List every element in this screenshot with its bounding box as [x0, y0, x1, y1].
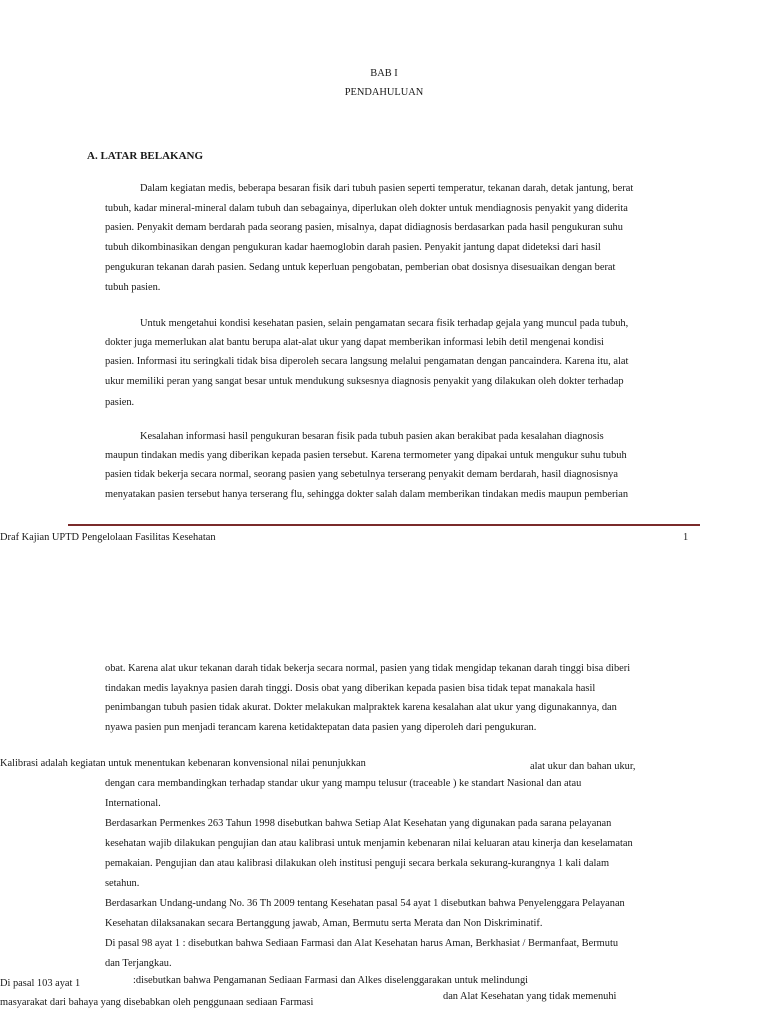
text-line: pasien tidak bekerja secara normal, seorang pasien yang sebetulnya terserang penyakit demam berdarah, hasil diagnosisnya — [105, 469, 618, 480]
text-line: Kesalahan informasi hasil pengukuran besaran fisik pada tubuh pasien akan berakibat pada kesalahan diagnosis — [140, 431, 604, 442]
text-line: maupun tindakan medis yang diberikan kepada pasien tersebut. Karena termometer yang dipakai untuk mengukur suhu tubuh — [105, 450, 627, 461]
text-line: masyarakat dari bahaya yang disebabkan oleh penggunaan sediaan Farmasi — [0, 997, 314, 1008]
text-line: tubuh dikombinasikan dengan pengukuran kadar haemoglobin darah pasien. Penyakit jantung dapat dideteksi dari hasil — [105, 242, 601, 253]
text-line: tindakan medis layaknya pasien darah tinggi. Dosis obat yang diberikan kepada pasien bisa tidak tepat manakala hasil — [105, 683, 596, 694]
text-line: pasien. — [105, 397, 135, 408]
chapter-title: PENDAHULUAN — [344, 87, 424, 98]
text-line: pasien. Informasi itu seringkali tidak bisa diperoleh secara langsung melalui pengamatan dengan pancaindera. Karena itu, alat — [105, 356, 629, 367]
text-line: :disebutkan bahwa Pengamanan Sediaan Farmasi dan Alkes diselenggarakan untuk melindungi — [133, 975, 529, 986]
text-line: Kesehatan dilaksanakan secara Bertanggung jawab, Aman, Bermutu serta Merata dan Non Diskriminatif. — [105, 918, 543, 929]
text-line: ukur memiliki peran yang sangat besar untuk mendukung suksesnya diagnosis penyakit yang dilakukan oleh dokter terhadap — [105, 376, 624, 387]
text-line: Kalibrasi adalah kegiatan untuk menentukan kebenaran konvensional nilai penunjukkan — [0, 758, 366, 769]
text-line: dan Alat Kesehatan yang tidak memenuhi — [443, 991, 617, 1002]
text-line: setahun. — [105, 878, 140, 889]
text-line: Dalam kegiatan medis, beberapa besaran fisik dari tubuh pasien seperti temperatur, tekanan darah, detak jantung, berat — [140, 183, 634, 194]
text-line: menyatakan pasien tersebut hanya terserang flu, sehingga dokter salah dalam memberikan tindakan medis maupun pemberian — [105, 489, 629, 500]
text-line: pasien. Penyakit demam berdarah pada seorang pasien, misalnya, dapat didiagnosis berdasarkan pada hasil pengukuran suhu — [105, 222, 623, 233]
text-line: nyawa pasien pun menjadi terancam karena ketidaktepatan data pasien yang diperoleh dari pengukuran. — [105, 722, 537, 733]
text-line: tubuh pasien. — [105, 282, 161, 293]
text-line: Berdasarkan Permenkes 263 Tahun 1998 disebutkan bahwa Setiap Alat Kesehatan yang digunakan pada sarana pelayanan — [105, 818, 612, 829]
text-line: pemakaian. Pengujian dan atau kalibrasi dilakukan oleh institusi penguji secara berkala sekurang-kurangnya 1 kali dalam — [105, 858, 610, 869]
text-line: dengan cara membandingkan terhadap standar ukur yang mampu telusur (traceable ) ke standart Nasional dan atau — [105, 778, 582, 789]
text-line: dokter juga memerlukan alat bantu berupa alat-alat ukur yang dapat memberikan informasi lebih detil mengenai kondisi — [105, 337, 604, 348]
text-line: tubuh, kadar mineral-mineral dalam tubuh dan sebagainya, diperlukan oleh dokter untuk mendiagnosis penyakit yang diderita — [105, 203, 628, 214]
text-line: kesehatan wajib dilakukan pengujian dan atau kalibrasi untuk menjamin kebenaran nilai keluaran atau kinerja dan keselamatan — [105, 838, 633, 849]
chapter-number: BAB I — [370, 68, 398, 79]
text-line: Berdasarkan Undang-undang No. 36 Th 2009 tentang Kesehatan pasal 54 ayat 1 disebutkan bahwa Penyelenggara Pelayanan — [105, 898, 625, 909]
text-line: alat ukur dan bahan ukur, — [530, 761, 636, 772]
text-line: International. — [105, 798, 161, 809]
text-line: penimbangan tubuh pasien tidak akurat. Dokter melakukan malpraktek karena kesalahan alat ukur yang digunakannya, dan — [105, 702, 617, 713]
section-heading: A. LATAR BELAKANG — [87, 150, 204, 162]
text-line: Di pasal 103 ayat 1 — [0, 978, 81, 989]
footer-page-number: 1 — [683, 532, 689, 543]
text-line: pengukuran tekanan darah pasien. Sedang untuk keperluan pengobatan, pemberian obat dosisnya disesuaikan dengan berat — [105, 262, 616, 273]
footer-document-title: Draf Kajian UPTD Pengelolaan Fasilitas Kesehatan — [0, 532, 216, 543]
text-line: Di pasal 98 ayat 1 : disebutkan bahwa Sediaan Farmasi dan Alat Kesehatan harus Aman, Berkhasiat / Bermanfaat, Bermutu — [105, 938, 619, 949]
footer-divider — [68, 524, 700, 526]
text-line: obat. Karena alat ukur tekanan darah tidak bekerja secara normal, pasien yang tidak mengidap tekanan darah tinggi bisa diberi — [105, 663, 631, 674]
text-line: dan Terjangkau. — [105, 958, 172, 969]
text-line: Untuk mengetahui kondisi kesehatan pasien, selain pengamatan secara fisik terhadap gejala yang muncul pada tubuh, — [140, 318, 629, 329]
